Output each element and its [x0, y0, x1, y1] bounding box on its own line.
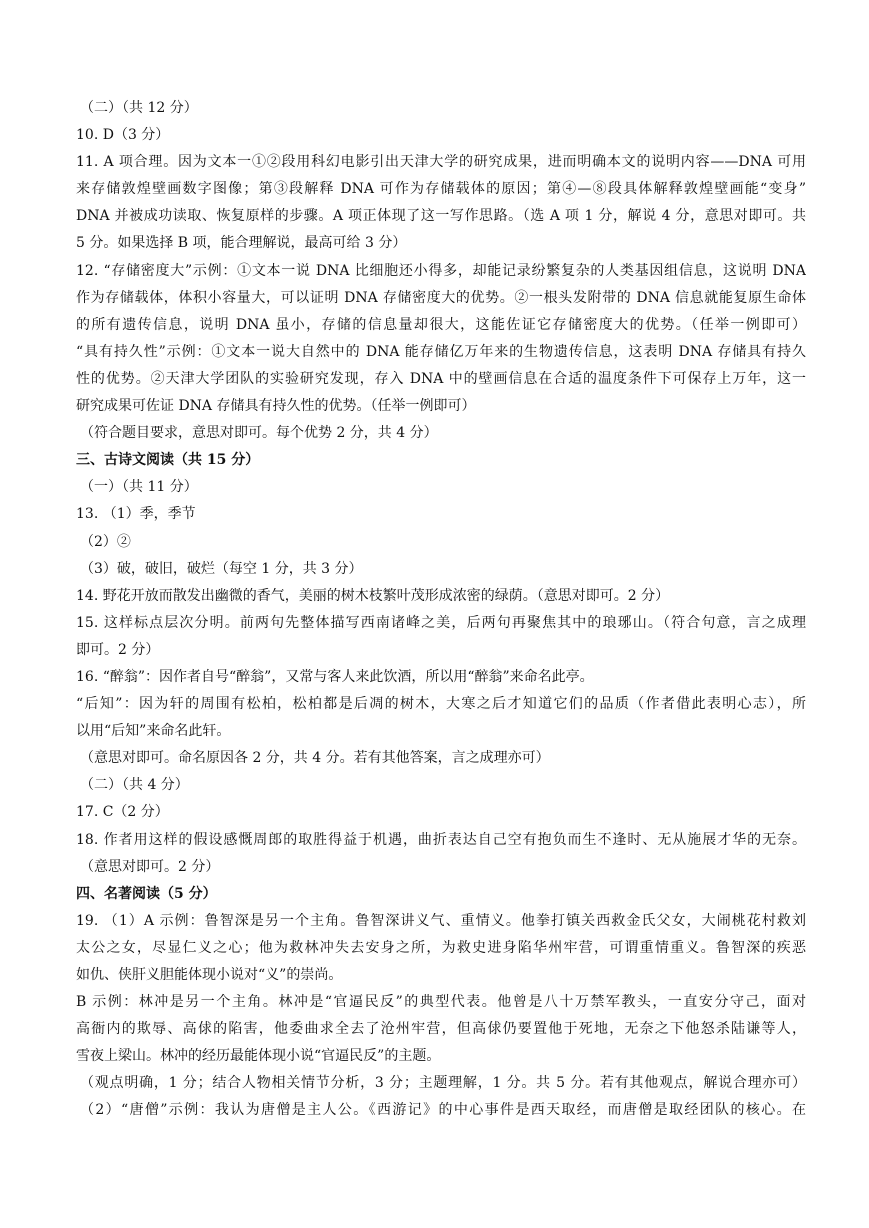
answer-line: 12. “存储密度大”示例：①文本一说 DNA 比细胞还小得多，却能记录纷繁复杂的人类基因组信息，这说明 DNA	[76, 262, 806, 279]
answer-line: 13. （1）季，季节	[76, 506, 196, 523]
answer-line: “后知”：因为轩的周围有松柏，松柏都是后凋的树木，大寒之后才知道它们的品质（作者借此表明心志），所	[76, 696, 806, 713]
answer-line: 太公之女，尽显仁义之心；他为救林冲失去安身之所，为救史进身陷华州牢营，可谓重情重义。鲁智深的疾恶	[76, 939, 806, 956]
answer-line: 的所有遗传信息，说明 DNA 虽小，存储的信息量却很大，这能佐证它存储密度大的优势。（任举一例即可）	[76, 316, 806, 333]
scoring-note: （意思对即可。命名原因各 2 分，共 4 分。若有其他答案，言之成理亦可）	[80, 750, 550, 767]
answer-line: 高衙内的欺辱、高俅的陷害，他委曲求全去了沧州牢营，但高俅仍要置他于死地，无奈之下他怒杀陆谦等人，	[76, 1021, 806, 1038]
section-heading: （二）（共 12 分）	[80, 100, 198, 116]
answer-line: （2）“唐僧”示例：我认为唐僧是主人公。《西游记》的中心事件是西天取经，而唐僧是取经团队的核心。在	[80, 1102, 806, 1119]
answer-line: 雪夜上梁山。林冲的经历最能体现小说“官逼民反”的主题。	[76, 1048, 441, 1065]
section-heading: （一）（共 11 分）	[80, 479, 198, 496]
section-heading: 三、古诗文阅读（共 15 分）	[76, 452, 260, 469]
answer-line: 18. 作者用这样的假设感慨周郎的取胜得益于机遇，曲折表达自己空有抱负而生不逢时、无从施展才华的无奈。	[76, 831, 806, 848]
answer-line: 10. D（3 分）	[76, 127, 170, 144]
answer-line: 性的优势。②天津大学团队的实验研究发现，存入 DNA 中的壁画信息在合适的温度条件下可保存上万年，这一	[76, 370, 806, 387]
answer-line: 15. 这样标点层次分明。前两句先整体描写西南诸峰之美，后两句再聚焦其中的琅琊山。（符合句意，言之成理	[76, 614, 806, 631]
scoring-note: （观点明确，1 分；结合人物相关情节分析，3 分；主题理解，1 分。共 5 分。若有其他观点，解说合理亦可）	[80, 1075, 806, 1092]
answer-line: 如仇、侠肝义胆能体现小说对“义”的崇尚。	[76, 967, 343, 983]
answer-line: （2）②	[80, 533, 131, 550]
answer-line: 14. 野花开放而散发出幽微的香气，美丽的树木枝繁叶茂形成浓密的绿荫。（意思对即可。2 分）	[76, 587, 670, 604]
section-heading: （二）（共 4 分）	[80, 777, 189, 794]
section-heading: 四、名著阅读（5 分）	[76, 885, 217, 902]
answer-line: “具有持久性”示例：①文本一说大自然中的 DNA 能存储亿万年来的生物遗传信息，这表明 DNA 存储具有持久	[76, 343, 806, 360]
answer-line: 来存储敦煌壁画数字图像；第③段解释 DNA 可作为存储载体的原因；第④—⑧段具体解释敦煌壁画能“变身”	[76, 181, 806, 198]
answer-line: 19. （1）A 示例：鲁智深是另一个主角。鲁智深讲义气、重情义。他拳打镇关西救金氏父女，大闹桃花村救刘	[76, 912, 806, 929]
answer-line: 11. A 项合理。因为文本一①②段用科幻电影引出天津大学的研究成果，进而明确本文的说明内容——DNA 可用	[76, 154, 806, 171]
answer-line: 16. “醉翁”：因作者自号“醉翁”，又常与客人来此饮酒，所以用“醉翁”来命名此亭。	[76, 668, 594, 685]
answer-line: 研究成果可佐证 DNA 存储具有持久性的优势。（任举一例即可）	[76, 398, 476, 415]
answer-line: B 示例：林冲是另一个主角。林冲是“官逼民反”的典型代表。他曾是八十万禁军教头，一直安分守己，面对	[76, 994, 806, 1011]
scoring-note: （意思对即可。2 分）	[80, 858, 220, 875]
answer-line: DNA 并被成功读取、恢复原样的步骤。A 项正体现了这一写作思路。（选 A 项 1 分，解说 4 分，意思对即可。共	[76, 208, 806, 225]
answer-line: 即可。2 分）	[76, 641, 160, 658]
answer-line: 17. C（2 分）	[76, 804, 169, 821]
answer-line: （3）破，破旧，破烂（每空 1 分，共 3 分）	[80, 560, 363, 577]
answer-line: 5 分。如果选择 B 项，能合理解说，最高可给 3 分）	[76, 235, 407, 252]
answer-key-page	[76, 95, 806, 1125]
answer-line: 以用“后知”来命名此轩。	[76, 723, 231, 740]
answer-line: 作为存储载体，体积小容量大，可以证明 DNA 存储密度大的优势。②一根头发附带的 DNA 信息就能复原生命体	[76, 289, 806, 306]
scoring-note: （符合题目要求，意思对即可。每个优势 2 分，共 4 分）	[80, 425, 438, 442]
